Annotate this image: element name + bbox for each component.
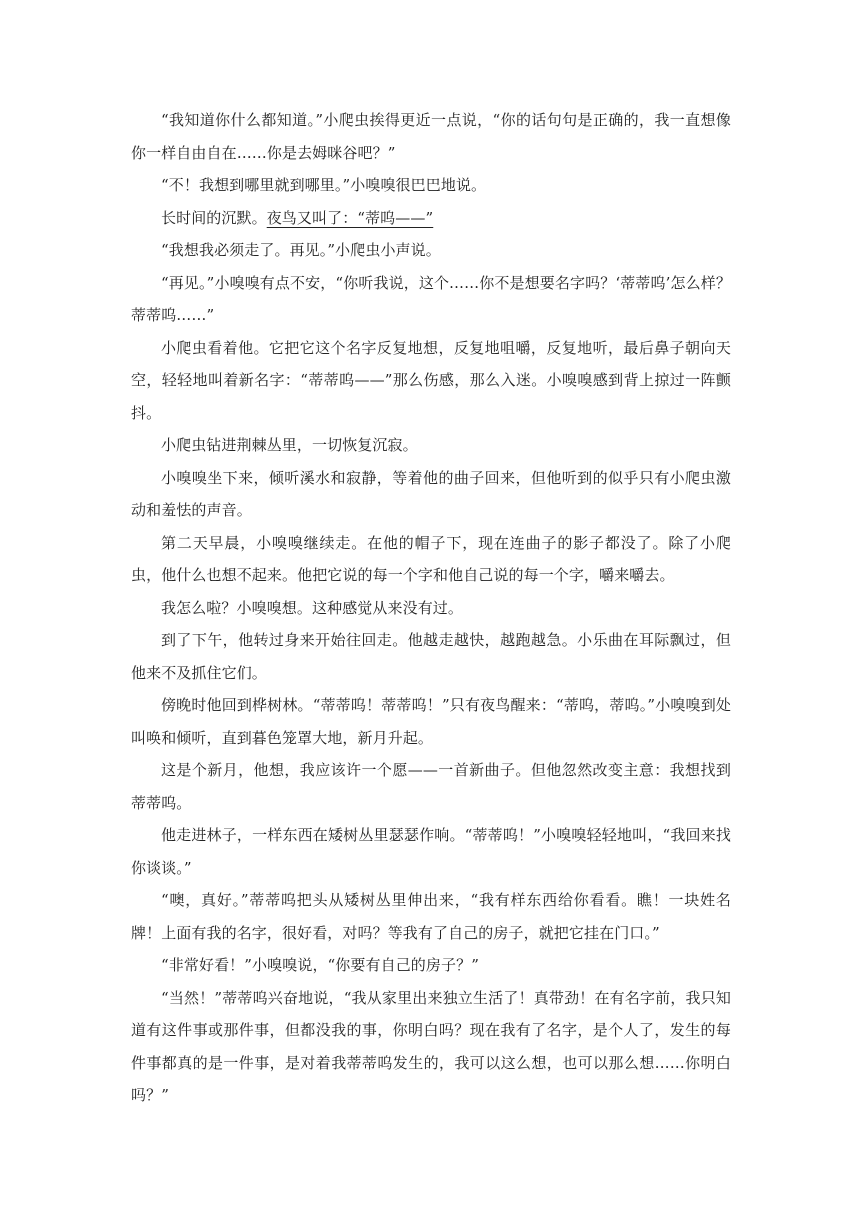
paragraph-16: “非常好看！”小嗅嗅说，“你要有自己的房子？” <box>161 956 479 974</box>
paragraph-17: “当然！”蒂蒂呜兴奋地说，“我从家里出来独立生活了！真带劲！在有名字前，我只知道有这件事或那件事，但都没我的事，你明白吗？现在我有了名字，是个人了，发生的每件事都真的是一件事，是对着我蒂蒂呜发生的，我可以这么想，也可以那么想……你明白吗？” <box>131 988 731 1104</box>
underlined-sentence: 夜鸟又叫了：“蒂呜——” <box>266 208 434 227</box>
paragraph-2: “不！我想到哪里就到哪里。”小嗅嗅很巴巴地说。 <box>161 176 487 194</box>
paragraph-10: 我怎么啦？小嗅嗅想。这种感觉从来没有过。 <box>161 598 464 617</box>
paragraph-13: 这是个新月，他想，我应该许一个愿——一首新曲子。但他忽然改变主意：我想找到蒂蒂呜。 <box>131 761 731 812</box>
paragraph-11: 到了下午，他转过身来开始往回走。他越走越快，越跑越急。小乐曲在耳际飘过，但他来不及抓住它们。 <box>131 631 731 682</box>
paragraph-9: 第二天早晨，小嗅嗅继续走。在他的帽子下，现在连曲子的影子都没了。除了小爬虫，他什么也想不起来。他把它说的每一个字和他自己说的每一个字，嚼来嚼去。 <box>131 533 731 584</box>
paragraph-4: “我想我必须走了。再见。”小爬虫小声说。 <box>161 241 441 259</box>
paragraph-5: “再见。”小嗅嗅有点不安，“你听我说，这个……你不是想要名字吗？‘蒂蒂呜’怎么样？蒂蒂呜……” <box>131 273 731 324</box>
paragraph-8: 小嗅嗅坐下来，倾听溪水和寂静，等着他的曲子回来，但他听到的似乎只有小爬虫激动和羞怯的声音。 <box>131 468 731 519</box>
paragraph-3-prefix: 长时间的沉默。 <box>161 208 267 227</box>
paragraph-6: 小爬虫看着他。它把它这个名字反复地想，反复地咀嚼，反复地听，最后鼻子朝向天空，轻轻地叫着新名字：“蒂蒂呜——”那么伤感，那么入迷。小嗅嗅感到背上掠过一阵颤抖。 <box>131 338 731 422</box>
paragraph-1: “我知道你什么都知道。”小爬虫挨得更近一点说，“你的话句句是正确的，我一直想像你一样自由自在……你是去姆咪谷吧？” <box>131 111 731 162</box>
paragraph-15: “噢，真好。”蒂蒂呜把头从矮树丛里伸出来，“我有样东西给你看看。瞧！一块姓名牌！上面有我的名字，很好看，对吗？等我有了自己的房子，就把它挂在门口。” <box>131 891 731 942</box>
paragraph-14: 他走进林子，一样东西在矮树丛里瑟瑟作响。“蒂蒂呜！”小嗅嗅轻轻地叫，“我回来找你谈谈。” <box>131 826 731 877</box>
paragraph-3 <box>131 202 731 235</box>
story-text <box>131 104 731 1112</box>
paragraph-7: 小爬虫钻进荆棘丛里，一切恢复沉寂。 <box>161 436 418 454</box>
paragraph-12: 傍晚时他回到桦树林。“蒂蒂呜！蒂蒂呜！”只有夜鸟醒来：“蒂呜，蒂呜。”小嗅嗅到处叫唤和倾听，直到暮色笼罩大地，新月升起。 <box>131 696 731 747</box>
